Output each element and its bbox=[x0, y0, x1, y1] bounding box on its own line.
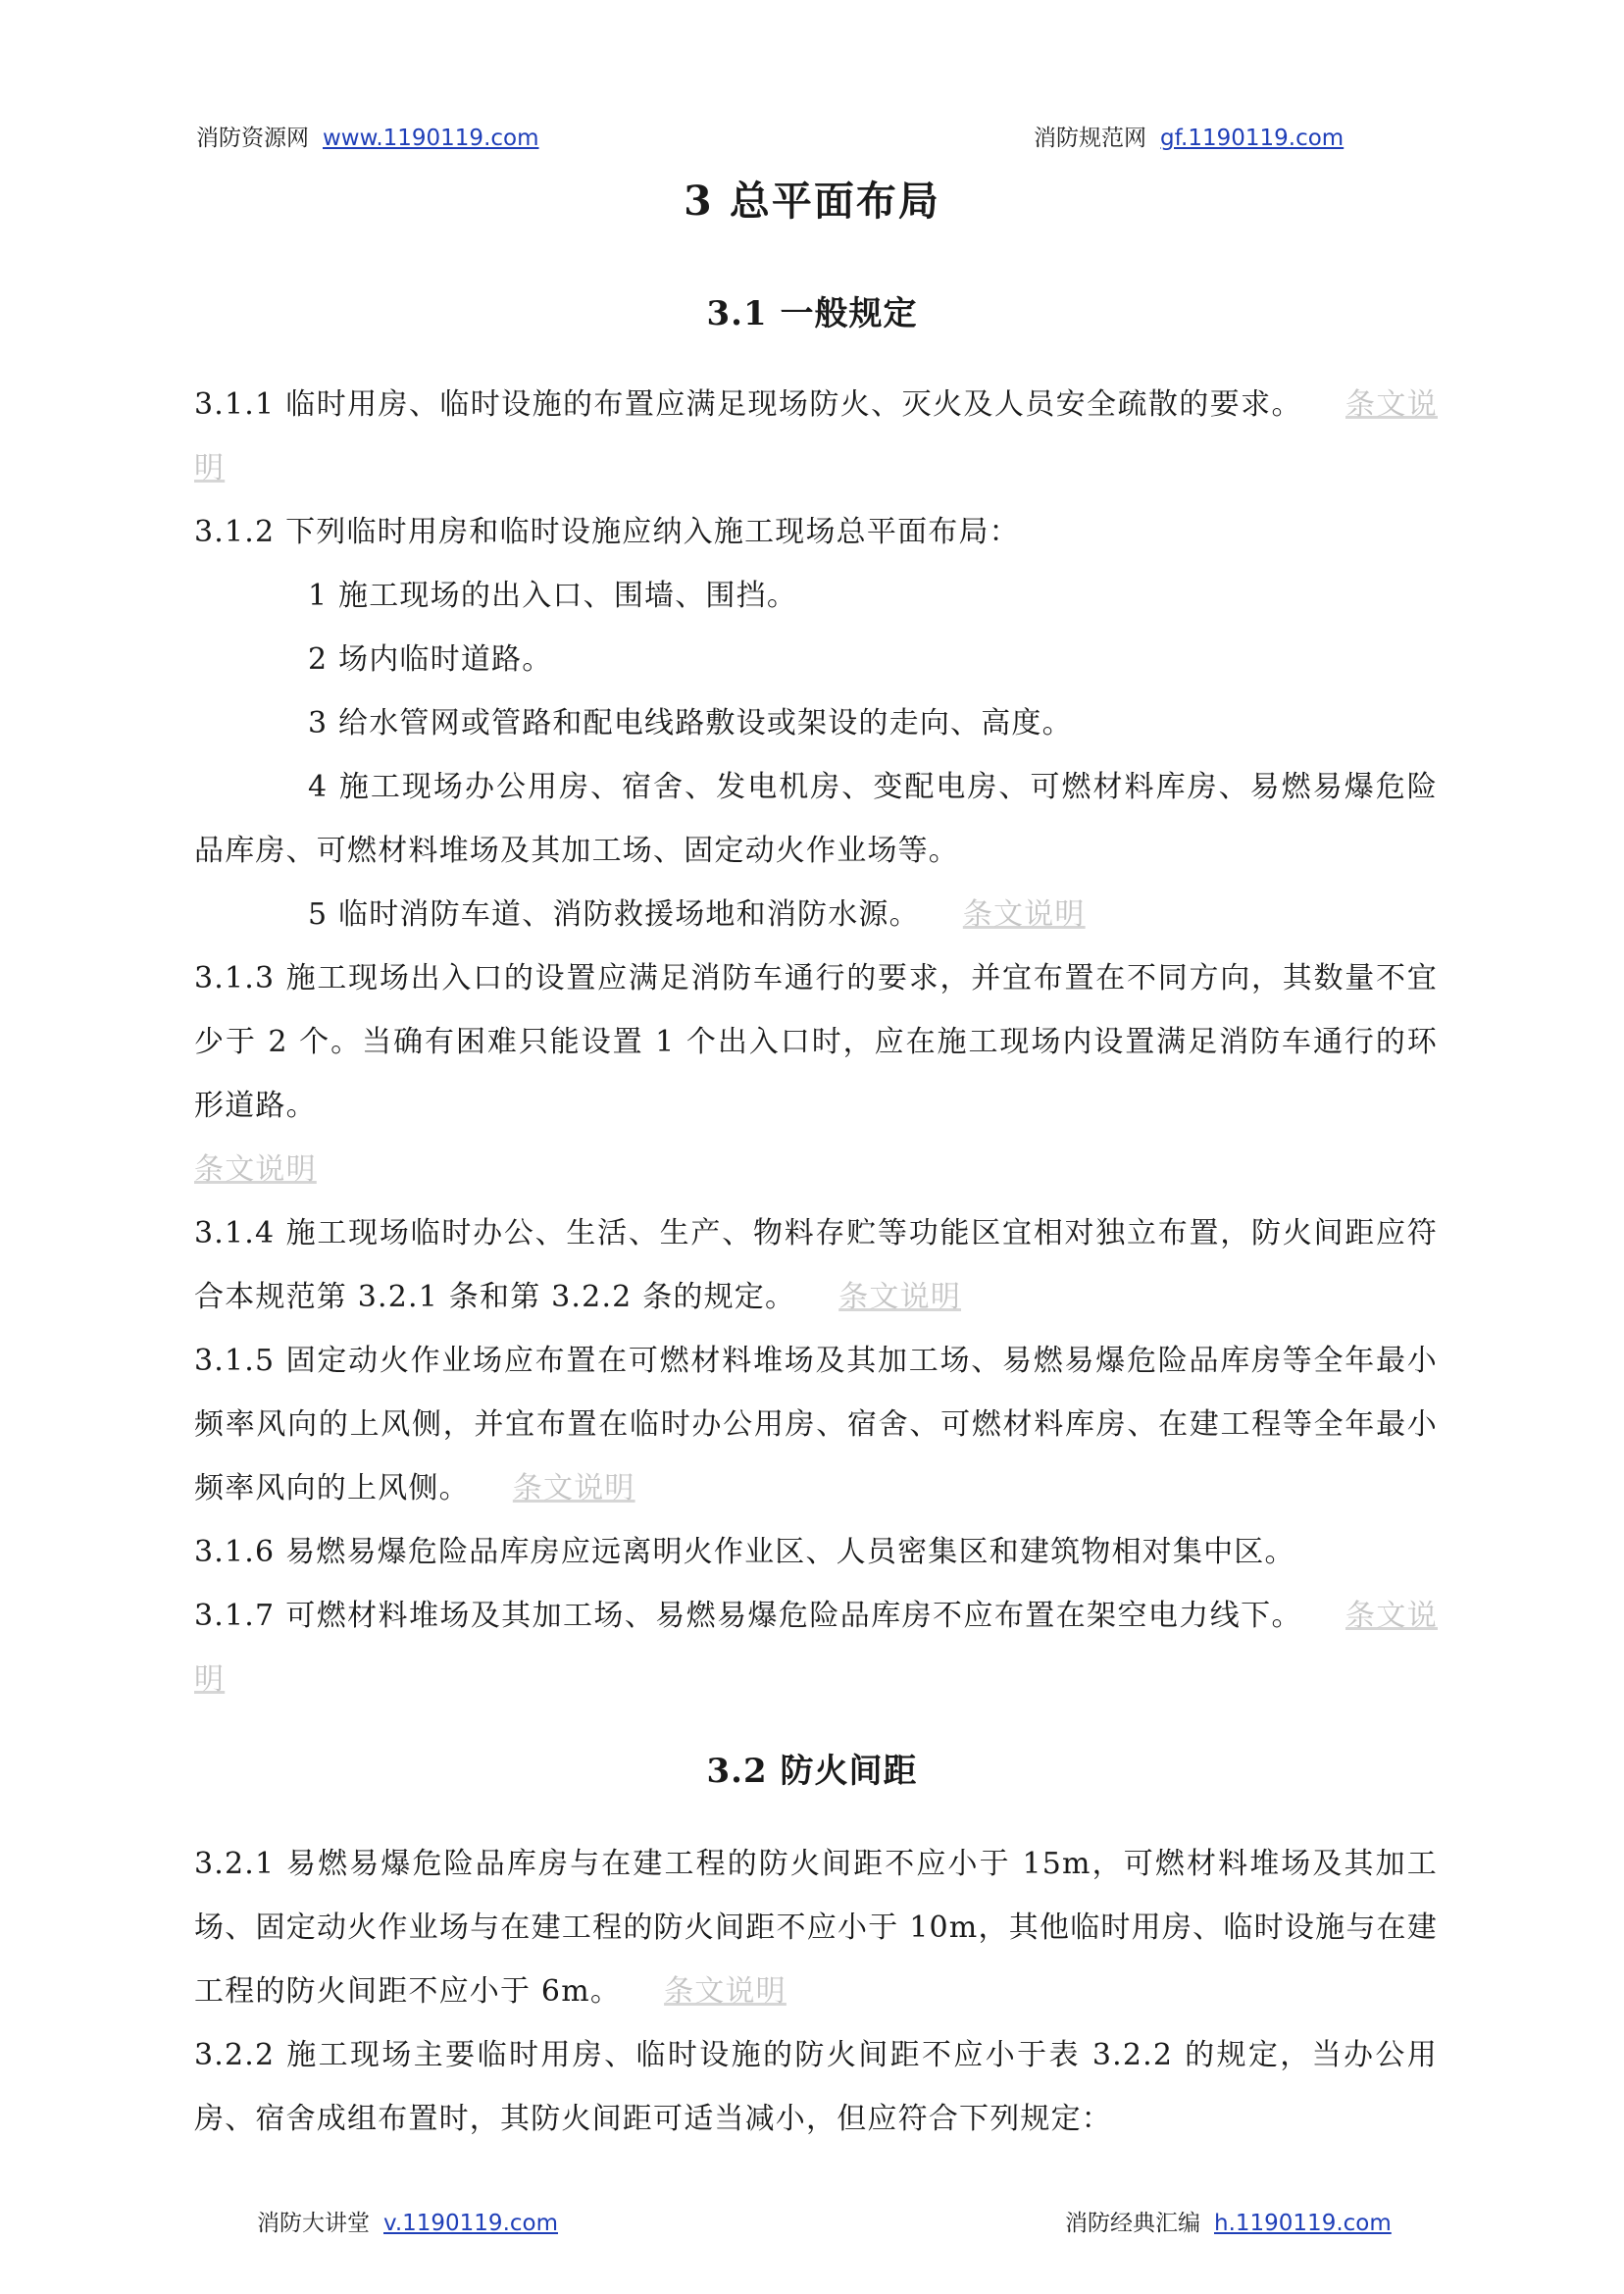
section-title-general: 3.1 一般规定 bbox=[706, 294, 918, 333]
header-right bbox=[1034, 120, 1344, 152]
clause-3-2-2: 3.2.2 施工现场主要临时用房、临时设施的防火间距不应小于表 3.2.2 的规定，当办公用房、宿舍成组布置时，其防火间距可适当减小，但应符合下列规定： bbox=[194, 2038, 1438, 2136]
clause-text: 3.1.2 下列临时用房和临时设施应纳入施工现场总平面布局： bbox=[194, 515, 1020, 549]
clause-3-1-4 bbox=[194, 1201, 1438, 1329]
header-site-label: 消防资源网 bbox=[196, 126, 309, 151]
clause-item: 1 施工现场的出入口、围墙、围挡。 bbox=[308, 579, 798, 613]
footer-classic-label: 消防经典汇编 bbox=[1065, 2211, 1200, 2236]
clause-text: 3.1.4 施工现场临时办公、生活、生产、物料存贮等功能区宜相对独立布置，防火间距应符合本规范第 3.2.1 条和第 3.2.2 条的规定。 bbox=[194, 1216, 1438, 1314]
footer-classic-link[interactable]: h.1190119.com bbox=[1214, 2211, 1392, 2236]
section-spacing-body bbox=[194, 1832, 1438, 2151]
clause-note-row bbox=[194, 1138, 1438, 1201]
clause-note-link[interactable]: 条文说明 bbox=[194, 1152, 317, 1187]
clause-3-1-5 bbox=[194, 1329, 1438, 1520]
clause-item: 2 场内临时道路。 bbox=[308, 642, 553, 677]
clause-text: 3.2.1 易燃易爆危险品库房与在建工程的防火间距不应小于 15m，可燃材料堆场及其加工场、固定动火作业场与在建工程的防火间距不应小于 10m，其他临时用房、临时设施与在建工程的防火间距不应小于 6m。 bbox=[194, 1847, 1438, 2009]
clause-note-link[interactable]: 条文说明 bbox=[194, 1599, 1438, 1697]
header-spec-label: 消防规范网 bbox=[1034, 126, 1146, 151]
clause-3-1-1 bbox=[194, 373, 1438, 500]
clause-text: 5 临时消防车道、消防救援场地和消防水源。 bbox=[308, 897, 920, 932]
footer-left bbox=[257, 2205, 558, 2237]
footer-lecture-link[interactable]: v.1190119.com bbox=[383, 2211, 559, 2236]
clause-note-link[interactable]: 条文说明 bbox=[664, 1974, 787, 2009]
header-site-link[interactable]: www.1190119.com bbox=[323, 126, 539, 151]
clause-3-1-2 bbox=[194, 500, 1438, 564]
footer-right bbox=[1065, 2205, 1392, 2237]
clause-note-link[interactable]: 条文说明 bbox=[194, 387, 1438, 485]
chapter-title: 3 总平面布局 bbox=[684, 178, 940, 225]
clause-text: 3.1.7 可燃材料堆场及其加工场、易燃易爆危险品库房不应布置在架空电力线下。 bbox=[194, 1599, 1302, 1633]
clause-3-1-6: 3.1.6 易燃易爆危险品库房应远离明火作业区、人员密集区和建筑物相对集中区。 bbox=[194, 1535, 1295, 1569]
clause-text: 3.1.1 临时用房、临时设施的布置应满足现场防火、灭火及人员安全疏散的要求。 bbox=[194, 387, 1302, 422]
clause-note-link[interactable]: 条文说明 bbox=[962, 897, 1086, 932]
section-general-body bbox=[194, 373, 1438, 1711]
clause-item: 3 给水管网或管路和配电线路敷设或架设的走向、高度。 bbox=[308, 706, 1073, 740]
clause-3-1-7 bbox=[194, 1584, 1438, 1711]
footer-lecture-label: 消防大讲堂 bbox=[257, 2211, 370, 2236]
clause-text: 3.1.5 固定动火作业场应布置在可燃材料堆场及其加工场、易燃易爆危险品库房等全年最小频率风向的上风侧，并宜布置在临时办公用房、宿舍、可燃材料库房、在建工程等全年最小频率风向的上风侧。 bbox=[194, 1344, 1438, 1505]
section-title-spacing: 3.2 防火间距 bbox=[706, 1752, 918, 1791]
clause-note-link[interactable]: 条文说明 bbox=[838, 1280, 962, 1314]
clause-item: 4 施工现场办公用房、宿舍、发电机房、变配电房、可燃材料库房、易燃易爆危险品库房、可燃材料堆场及其加工场、固定动火作业场等。 bbox=[194, 770, 1438, 868]
clause-3-1-3: 3.1.3 施工现场出入口的设置应满足消防车通行的要求，并宜布置在不同方向，其数量不宜少于 2 个。当确有困难只能设置 1 个出入口时，应在施工现场内设置满足消防车通行的环形道路。 bbox=[194, 961, 1438, 1123]
header-left bbox=[196, 120, 539, 152]
clause-item bbox=[194, 883, 1438, 946]
clause-note-link[interactable]: 条文说明 bbox=[512, 1471, 635, 1505]
header-spec-link[interactable]: gf.1190119.com bbox=[1160, 126, 1345, 151]
clause-3-2-1 bbox=[194, 1832, 1438, 2023]
